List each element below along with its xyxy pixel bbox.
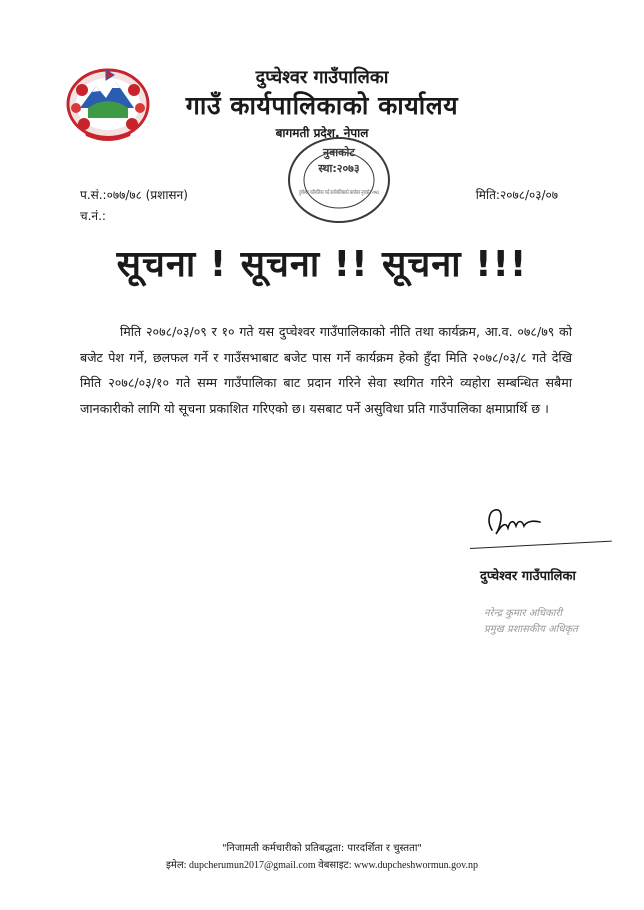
stamp-line2: स्था:२०७३ — [318, 162, 360, 175]
notice-body: मिति २०७८/०३/०९ र १० गते यस दुप्चेश्वर गाउँपालिकाको नीति तथा कार्यक्रम, आ.व. ०७८/७९ को बजेट पेश गर्ने, छलफल गर्ने र गाउँसभाबाट बजेट पास गर्ने कार्यक्रम हेको हुँदा मिति २०७८/०३/८ गते देखि मिति २०७८/०३/१० गते सम्म गाउँपालिका बाट प्रदान गरिने सेवा स्थगित गरिने व्यहोरा सम्बन्धित सबैमा जानकारीको लागि यो सूचना प्रकाशित गरिएको छ। यसबाट पर्ने असुविधा प्रति गाउँपालिका क्षमाप्रार्थि छ । — [80, 324, 572, 416]
office-title: गाउँ कार्यपालिकाको कार्यालय — [185, 91, 459, 120]
org-name: दुप्चेश्वर गाउँपालिका — [255, 67, 389, 88]
handwritten-signature — [482, 502, 546, 542]
notice-heading: सूचना ! सूचना !! सूचना !!! — [116, 244, 528, 285]
faded-name-line: नरेन्द्र कुमार अधिकारी — [484, 608, 563, 619]
reference-number: प.सं.:०७७/७८ (प्रशासन) — [80, 188, 188, 202]
office-stamp — [284, 134, 431, 226]
signatory-name: दुप्चेश्वर गाउँपालिका — [480, 569, 576, 584]
faded-designation-line: प्रमुख प्रशासकीय अधिकृत — [484, 624, 578, 635]
document-date: मिति:२०७८/०३/०७ — [475, 188, 558, 202]
signatory-faded-stamp — [484, 606, 578, 638]
province-address: बागमती प्रदेश, नेपाल — [275, 126, 369, 140]
footer-contact: इमेल: dupcherumun2017@gmail.com वेबसाइट: www.dupcheshwormun.gov.np — [166, 860, 478, 871]
stamp-line1: नुवाकोट — [323, 146, 355, 159]
dispatch-number: च.नं.: — [80, 209, 106, 223]
stamp-ring-text: दुप्चेश्वर गाउँपालिका गाउँ कार्यपालिकाको कार्यालय नुवाकोट २०७३ — [299, 190, 431, 196]
footer-motto: "निजामती कर्मचारीको प्रतिबद्धता: पारदर्शिता र चुस्तता" — [221, 843, 423, 854]
